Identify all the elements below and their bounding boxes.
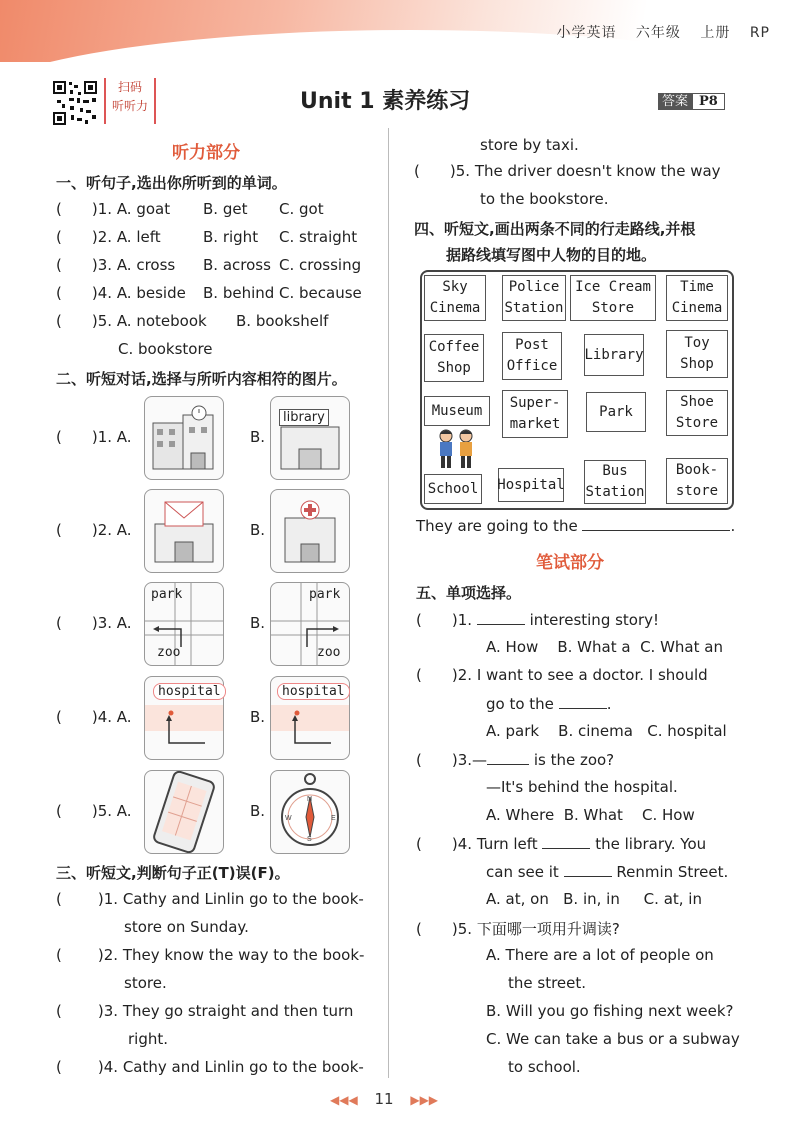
answer-reference bbox=[658, 90, 725, 109]
map-place[interactable]: Police Station bbox=[502, 275, 566, 321]
part5-title: 五、单项选择。 bbox=[416, 584, 522, 602]
compass-picture-b[interactable] bbox=[270, 770, 350, 854]
option-b: B. right bbox=[203, 228, 259, 246]
hospital-picture-b[interactable] bbox=[270, 489, 350, 573]
part2-item: ( )3. A. bbox=[56, 614, 132, 632]
map-place[interactable]: Time Cinema bbox=[666, 275, 728, 321]
zoo-label: zoo bbox=[157, 645, 181, 660]
map-place[interactable]: Post Office bbox=[502, 332, 562, 380]
item-number: )4. bbox=[451, 835, 473, 853]
question-stem: is the zoo? bbox=[533, 751, 615, 769]
question-stem: go to the bbox=[486, 695, 554, 713]
map-place[interactable]: Bus Station bbox=[584, 460, 646, 504]
options: A. Where B. What C. How bbox=[486, 806, 695, 824]
part3-item: ( )2. They know the way to the book- bbox=[56, 946, 365, 964]
dialogue-dash: — bbox=[472, 751, 488, 769]
map-place[interactable]: Hospital bbox=[498, 468, 564, 502]
question-stem: can see it bbox=[486, 863, 559, 881]
item-number: )5. bbox=[91, 312, 113, 330]
part1-item: ( )5. A. notebook bbox=[56, 312, 207, 330]
statement-line: right. bbox=[128, 1030, 169, 1048]
grade-label: 六年级 bbox=[635, 25, 681, 41]
item-number: )1. bbox=[451, 611, 473, 629]
option-a: A. cross bbox=[116, 256, 176, 274]
item-number: )3. A. bbox=[91, 614, 132, 632]
part4-title: 四、听短文,画出两条不同的行走路线,并根 bbox=[414, 220, 696, 238]
option-b-label: B. bbox=[250, 708, 266, 726]
series-label: 小学英语 bbox=[556, 25, 617, 41]
children-figures bbox=[432, 428, 482, 472]
option-c: C. bookstore bbox=[118, 340, 213, 358]
mc-question: ( )2. I want to see a doctor. I should bbox=[416, 666, 708, 684]
option-a: A. goat bbox=[116, 200, 171, 218]
statement-line: to the bookstore. bbox=[480, 190, 609, 208]
part3-item: ( )5. The driver doesn't know the way bbox=[414, 162, 721, 180]
library-picture-b[interactable] bbox=[270, 396, 350, 480]
mc-question: ( )1. interesting story! bbox=[416, 611, 660, 629]
answer-label: 答案 bbox=[658, 93, 692, 110]
item-number: )1. bbox=[91, 200, 113, 218]
scan-line-1: 扫码 bbox=[117, 80, 142, 94]
map-place[interactable]: Library bbox=[584, 334, 644, 376]
option-a-cont: the street. bbox=[508, 974, 587, 992]
question-stem: I want to see a doctor. I should bbox=[476, 666, 708, 684]
option-c: C. got bbox=[279, 200, 324, 218]
page-footer bbox=[330, 1090, 438, 1108]
part2-item: ( )4. A. bbox=[56, 708, 132, 726]
option-c-cont: to school. bbox=[508, 1058, 581, 1076]
svg-text:W: W bbox=[285, 815, 292, 822]
item-number: )2. bbox=[451, 666, 473, 684]
edition-label: RP bbox=[749, 25, 770, 41]
item-number: )4. A. bbox=[91, 708, 132, 726]
item-number: )2. bbox=[97, 946, 119, 964]
question-stem-cont: go to the . bbox=[486, 695, 612, 713]
answer-blank[interactable] bbox=[559, 694, 607, 709]
options: A. at, on B. in, in C. at, in bbox=[486, 890, 702, 908]
map-place[interactable]: Ice Cream Store bbox=[570, 275, 656, 321]
item-number: )3. bbox=[451, 751, 473, 769]
answer-blank[interactable] bbox=[564, 862, 612, 877]
svg-text:S: S bbox=[307, 836, 312, 843]
phone-map-picture-a[interactable] bbox=[144, 770, 224, 854]
item-number: )3. bbox=[91, 256, 113, 274]
statement-line: They go straight and then turn bbox=[122, 1002, 354, 1020]
route-map-picture-a[interactable] bbox=[144, 582, 224, 666]
part2-item: ( )5. A. bbox=[56, 802, 132, 820]
map-place[interactable]: School bbox=[424, 474, 482, 504]
statement-line: Cathy and Linlin go to the book- bbox=[122, 890, 364, 908]
part4-answer bbox=[416, 516, 735, 535]
part1-item: ( )2. A. left bbox=[56, 228, 161, 246]
question-stem: the library. You bbox=[595, 835, 707, 853]
answer-blank[interactable] bbox=[582, 516, 730, 531]
park-label: park bbox=[309, 587, 341, 602]
item-number: )5. bbox=[449, 162, 471, 180]
scan-to-listen[interactable] bbox=[104, 78, 156, 124]
statement-line: They know the way to the book- bbox=[122, 946, 365, 964]
qr-code-icon[interactable] bbox=[52, 80, 98, 126]
building-picture-a[interactable] bbox=[144, 396, 224, 480]
answer-blank[interactable] bbox=[487, 750, 529, 765]
item-number: )2. bbox=[91, 228, 113, 246]
answer-period: . bbox=[730, 517, 736, 535]
option-a: A. left bbox=[116, 228, 161, 246]
map-place[interactable]: Shoe Store bbox=[666, 390, 728, 436]
option-b: B. get bbox=[203, 200, 248, 218]
page-title: Unit 1 素养练习 bbox=[300, 89, 471, 114]
street-map[interactable] bbox=[420, 270, 734, 510]
option-c: C. crossing bbox=[279, 256, 362, 274]
option-b-label: B. bbox=[250, 614, 266, 632]
prev-arrows-icon[interactable]: ◀◀◀ bbox=[330, 1093, 358, 1107]
map-place[interactable]: Park bbox=[586, 392, 646, 432]
hospital-bubble: hospital bbox=[153, 683, 226, 700]
statement-line: store by taxi. bbox=[480, 136, 579, 154]
part1-item: ( )1. A. goat bbox=[56, 200, 171, 218]
zoo-label: zoo bbox=[317, 645, 341, 660]
hospital-route-picture-b[interactable] bbox=[270, 676, 350, 760]
answer-blank[interactable] bbox=[477, 610, 525, 625]
part1-item: ( )4. A. beside bbox=[56, 284, 186, 302]
map-place[interactable]: Sky Cinema bbox=[424, 275, 486, 321]
option-b: B. Will you go fishing next week? bbox=[486, 1002, 734, 1020]
map-place[interactable]: Book-store bbox=[666, 458, 728, 504]
part1-title: 一、听句子,选出你所听到的单词。 bbox=[56, 174, 287, 192]
question-stem: Turn left bbox=[476, 835, 538, 853]
option-b: B. bookshelf bbox=[236, 312, 329, 330]
mc-question: ( )3.— is the zoo? bbox=[416, 751, 615, 769]
question-stem-cont bbox=[486, 862, 728, 881]
part2-item: ( )2. A. bbox=[56, 521, 132, 539]
map-place[interactable]: Coffee Shop bbox=[424, 334, 484, 382]
book-series bbox=[542, 22, 770, 42]
option-b-label: B. bbox=[250, 802, 266, 820]
part2-item: ( )1. A. bbox=[56, 428, 132, 446]
item-number: )1. bbox=[97, 890, 119, 908]
item-number: )5. bbox=[451, 920, 473, 938]
option-a: A. There are a lot of people on bbox=[486, 946, 714, 964]
item-number: )4. bbox=[97, 1058, 119, 1076]
listening-heading: 听力部分 bbox=[172, 143, 240, 163]
mc-question: ( )5. 下面哪一项用升调读? bbox=[416, 920, 620, 938]
part3-item: ( )4. Cathy and Linlin go to the book- bbox=[56, 1058, 364, 1076]
written-heading: 笔试部分 bbox=[536, 553, 604, 573]
answer-prompt: They are going to the bbox=[416, 517, 578, 535]
svg-text:E: E bbox=[331, 815, 336, 822]
option-c: C. We can take a bus or a subway bbox=[486, 1030, 740, 1048]
part4-title-cont: 据路线填写图中人物的目的地。 bbox=[446, 246, 657, 264]
hospital-bubble: hospital bbox=[277, 683, 350, 700]
mc-question: ( )4. Turn left the library. You bbox=[416, 835, 707, 853]
item-number: )1. A. bbox=[91, 428, 132, 446]
part3-item: ( )3. They go straight and then turn bbox=[56, 1002, 354, 1020]
question-reply: —It's behind the hospital. bbox=[486, 778, 678, 796]
map-place[interactable]: Toy Shop bbox=[666, 330, 728, 378]
post-office-picture-a[interactable] bbox=[144, 489, 224, 573]
part2-title: 二、听短对话,选择与所听内容相符的图片。 bbox=[56, 370, 347, 388]
option-b-label: B. bbox=[250, 428, 266, 446]
question-stem: interesting story! bbox=[529, 611, 660, 629]
part3-title: 三、听短文,判断句子正(T)误(F)。 bbox=[56, 864, 290, 882]
option-b: B. across bbox=[203, 256, 271, 274]
options: A. park B. cinema C. hospital bbox=[486, 722, 727, 740]
item-number: )5. A. bbox=[91, 802, 132, 820]
question-stem: Renmin Street. bbox=[616, 863, 729, 881]
option-a: A. notebook bbox=[116, 312, 207, 330]
park-label: park bbox=[151, 587, 183, 602]
option-b: B. behind bbox=[203, 284, 275, 302]
statement-line: The driver doesn't know the way bbox=[474, 162, 721, 180]
option-a: A. beside bbox=[116, 284, 186, 302]
hospital-route-picture-a[interactable] bbox=[144, 676, 224, 760]
answer-blank[interactable] bbox=[542, 834, 590, 849]
statement-line: store on Sunday. bbox=[124, 918, 249, 936]
item-number: )3. bbox=[97, 1002, 119, 1020]
next-arrows-icon[interactable]: ▶▶▶ bbox=[410, 1093, 439, 1107]
option-c: C. because bbox=[279, 284, 362, 302]
item-number: )2. A. bbox=[91, 521, 132, 539]
statement-line: Cathy and Linlin go to the book- bbox=[122, 1058, 364, 1076]
page-number: 11 bbox=[374, 1090, 394, 1108]
library-sign: library bbox=[279, 409, 329, 426]
part3-item: ( )1. Cathy and Linlin go to the book- bbox=[56, 890, 364, 908]
column-divider bbox=[388, 128, 389, 1078]
volume-label: 上册 bbox=[700, 25, 731, 41]
item-number: )4. bbox=[91, 284, 113, 302]
svg-text:N: N bbox=[307, 796, 313, 803]
answer-page: P8 bbox=[692, 93, 725, 110]
option-b-label: B. bbox=[250, 521, 266, 539]
map-place[interactable]: Museum bbox=[424, 396, 490, 426]
part1-item: ( )3. A. cross bbox=[56, 256, 176, 274]
statement-line: store. bbox=[124, 974, 167, 992]
question-stem: 下面哪一项用升调读? bbox=[476, 920, 620, 938]
option-c: C. straight bbox=[279, 228, 358, 246]
scan-line-2: 听听力 bbox=[111, 99, 148, 113]
map-place[interactable]: Super-market bbox=[502, 390, 568, 438]
options: A. How B. What a C. What an bbox=[486, 638, 723, 656]
route-map-picture-b[interactable] bbox=[270, 582, 350, 666]
